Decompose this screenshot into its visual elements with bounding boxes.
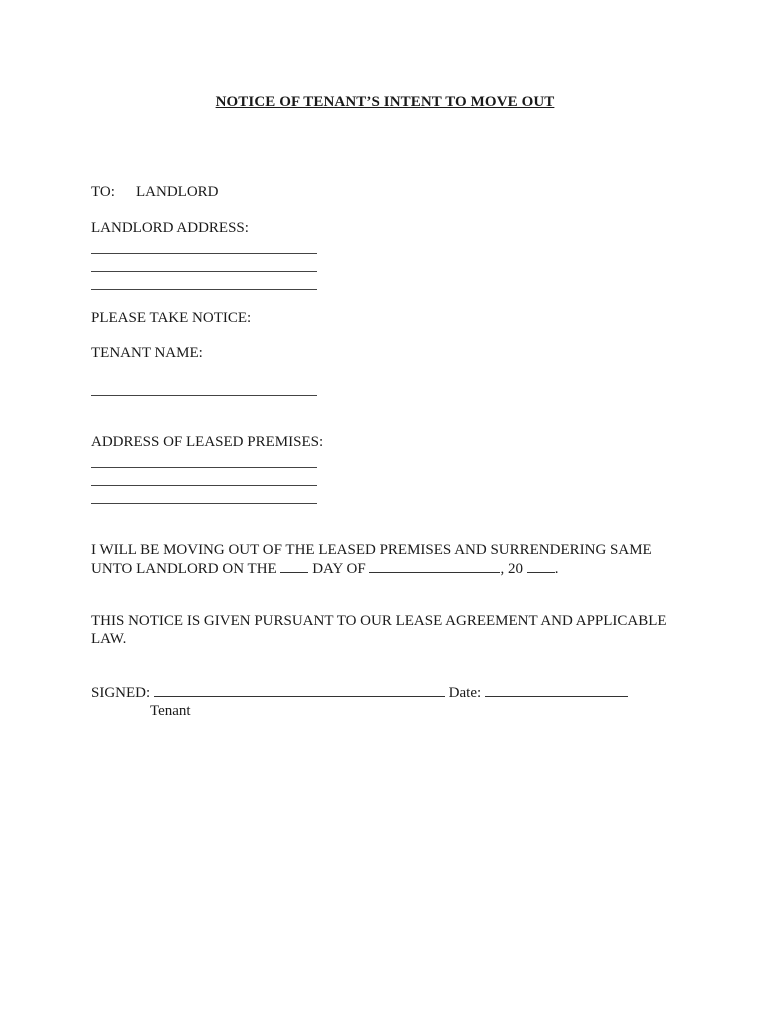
signature-row [91,683,628,702]
moving-line-1: I WILL BE MOVING OUT OF THE LEASED PREMISES AND SURRENDERING SAME [91,542,652,558]
moving-line-2-b: DAY OF [308,561,370,577]
pursuant-line-1: THIS NOTICE IS GIVEN PURSUANT TO OUR LEASE AGREEMENT AND APPLICABLE [91,613,667,629]
tenant-name-label: TENANT NAME: [91,345,203,361]
landlord-address-line-2[interactable] [91,271,317,272]
year-blank[interactable] [527,559,555,573]
signed-label: SIGNED: [91,685,154,701]
premises-line-2[interactable] [91,485,317,486]
moving-line-2 [91,559,691,578]
landlord-address-line-1[interactable] [91,253,317,254]
day-blank[interactable] [280,559,308,573]
premises-line-3[interactable] [91,503,317,504]
landlord-address-line-3[interactable] [91,289,317,290]
premises-label: ADDRESS OF LEASED PREMISES: [91,434,324,450]
tenant-name-line[interactable] [91,395,317,396]
document-title: NOTICE OF TENANT’S INTENT TO MOVE OUT [215,94,555,110]
to-label: TO: [91,184,115,200]
to-value: LANDLORD [136,184,219,200]
date-label: Date: [444,685,485,701]
moving-line-2-d: . [554,561,559,577]
premises-line-1[interactable] [91,467,317,468]
tenant-caption: Tenant [150,703,191,719]
month-blank[interactable] [369,559,500,573]
pursuant-statement [91,612,691,648]
moving-line-2-c: , 20 [500,561,527,577]
landlord-address-label: LANDLORD ADDRESS: [91,220,249,236]
date-blank[interactable] [485,683,628,697]
notice-label: PLEASE TAKE NOTICE: [91,310,252,326]
signature-blank[interactable] [154,683,445,697]
pursuant-line-2: LAW. [91,631,127,647]
moving-out-statement [91,541,691,578]
moving-line-2-a: UNTO LANDLORD ON THE [91,561,281,577]
